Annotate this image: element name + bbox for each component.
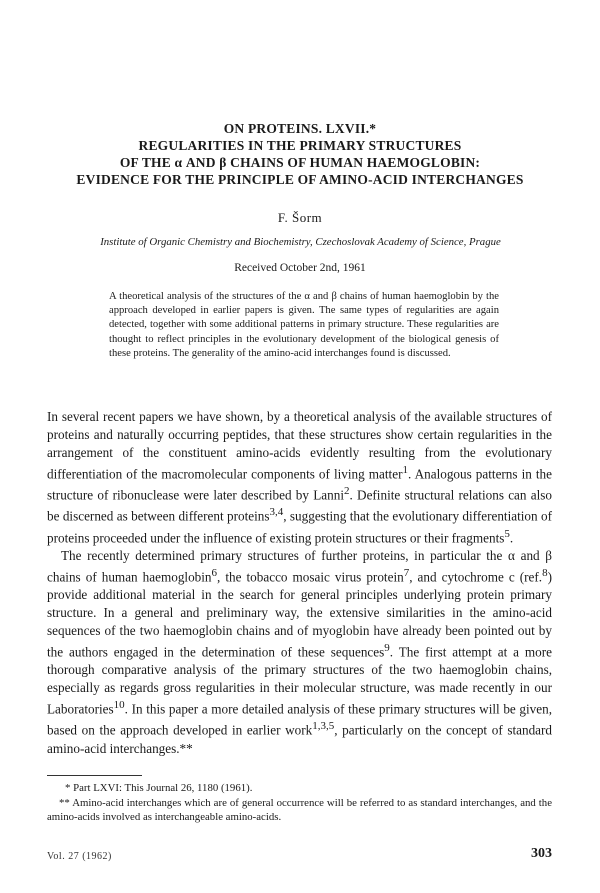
paragraph-1 (47, 408, 552, 547)
body-text-run: , suggesting that the evolutionary differentiation of proteins proceeded under the influence of existing protein structures or their fragments (47, 508, 552, 545)
body-text-run: , the tobacco mosaic virus protein (217, 569, 404, 585)
paragraph-2 (47, 547, 552, 758)
reference-mark: 1 (402, 463, 408, 476)
body-text-run: . The first attempt at a more thorough comparative analysis of the primary structures of the two haemoglobin chains, especially as regards gross regularities in their molecular structure, was made recently in our Laboratories (47, 644, 552, 717)
body-text-run: In several recent papers we have shown, by a theoretical analysis of the available structures of proteins and naturally occurring peptides, that these structures show certain regularities in the arrangement of the constituent amino-acids evidently resulting from the evolutionary differentiation of the macromolecular components of living matter (47, 409, 552, 482)
footnotes (47, 781, 552, 825)
reference-mark: 1,3,5 (312, 720, 335, 733)
reference-mark: 2 (344, 485, 350, 498)
reference-mark: 7 (403, 566, 410, 579)
body-text-run: . Definite structural relations can also be discerned as between different proteins (47, 487, 552, 524)
reference-mark: 10 (113, 698, 125, 711)
footnote-1: * Part LXVI: This Journal 26, 1180 (1961). (65, 782, 253, 794)
abstract: A theoretical analysis of the structures of the α and β chains of human haemoglobin by the approach developed in earlier papers is given. The same types of regularities are again detected, together with some additional patterns in primary structure. These regularities are thought to reflect principles in the evolutionary development of the biological genesis of these proteins. The generality of the amino-acid interchanges found is discussed. (109, 291, 499, 359)
reference-mark: 9 (384, 641, 390, 654)
title-line-4: EVIDENCE FOR THE PRINCIPLE OF AMINO-ACID INTERCHANGES (76, 172, 524, 187)
reference-mark: 5 (504, 527, 510, 540)
reference-mark: 3,4 (269, 506, 284, 519)
body-text (47, 408, 552, 757)
footnote-divider (47, 775, 142, 776)
author-affiliation: Institute of Organic Chemistry and Biochemistry, Czechoslovak Academy of Science, Prague (100, 236, 501, 248)
body-text-run: . In this paper a more detailed analysis of these primary structures will be given, based on the approach developed in earlier work (47, 701, 552, 738)
article-title (0, 120, 600, 188)
body-text-run: . (509, 530, 514, 545)
title-line-1: ON PROTEINS. LXVII.* (223, 121, 377, 136)
body-text-run: , and cytochrome c (ref. (409, 569, 543, 585)
journal-volume: Vol. 27 (1962) (47, 851, 112, 862)
body-text-run: ) provide additional material in the search for general principles underlying protein primary structure. In a general and preliminary way, the extensive similarities in the amino-acid sequences of the two haemoglobin chains and of myoglobin have already been pointed out by the authors engaged in the determination of these sequences (47, 569, 553, 660)
reference-mark: 6 (211, 566, 218, 579)
body-text-run: , particularly on the concept of standard amino-acid interchanges.** (47, 722, 553, 756)
page-number: 303 (531, 846, 552, 861)
body-text-run: . Analogous patterns in the structure of ribonuclease were later described by Lanni (47, 466, 553, 503)
title-line-2: REGULARITIES IN THE PRIMARY STRUCTURES (138, 138, 462, 153)
title-line-3: OF THE α AND β CHAINS OF HUMAN HAEMOGLOBIN: (119, 155, 481, 170)
body-text-run: The recently determined primary structures of further proteins, in particular the α and β chains of human haemoglobin (47, 547, 552, 585)
reference-mark: 8 (542, 566, 548, 579)
footnote-2: ** Amino-acid interchanges which are of general occurrence will be referred to as standard interchanges, and the amino-acids involved as interchangeable amino-acids. (47, 796, 552, 823)
received-date: Received October 2nd, 1961 (234, 262, 366, 274)
author-name: F. Šorm (277, 210, 323, 225)
